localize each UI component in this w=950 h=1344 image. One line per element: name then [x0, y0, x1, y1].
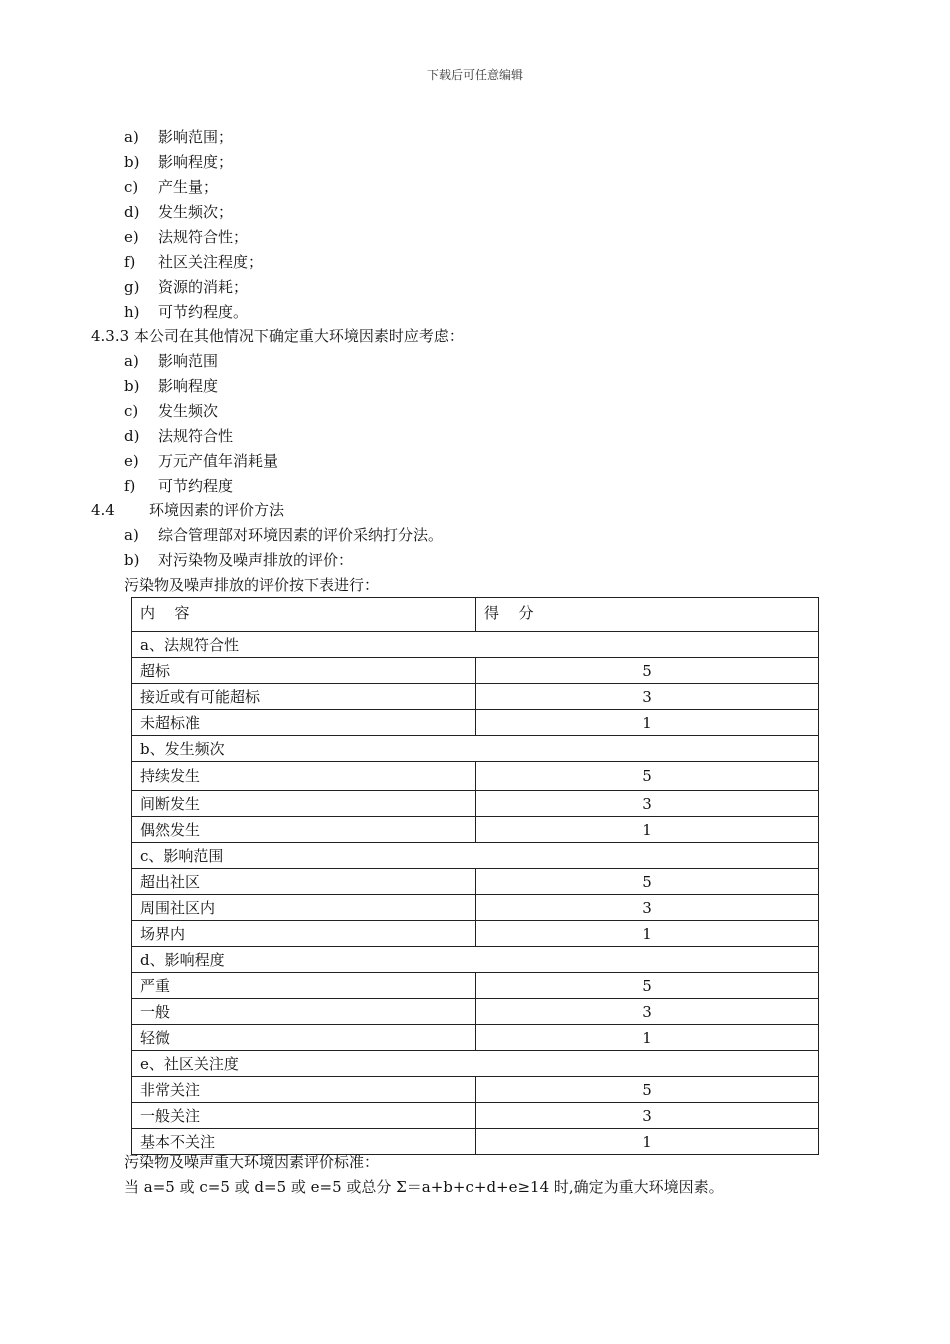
list-item-label: e) — [124, 228, 139, 246]
list-item — [124, 202, 233, 222]
table-row — [132, 762, 819, 791]
table-row — [132, 710, 819, 736]
list-item-text: 影响程度 — [158, 377, 219, 395]
score: 5 — [476, 1077, 819, 1103]
criterion: 基本不关注 — [132, 1129, 476, 1155]
list-item-text: 法规符合性； — [158, 228, 249, 246]
list-item-label: b) — [124, 377, 140, 395]
section-433-heading: 4.3.3 本公司在其他情况下确定重大环境因素时应考虑： — [91, 327, 464, 345]
score: 5 — [476, 658, 819, 684]
list-item-text: 法规符合性 — [158, 427, 234, 445]
list-item-text: 综合管理部对环境因素的评价采纳打分法。 — [158, 526, 444, 544]
table-section-row — [132, 1051, 819, 1077]
list-item-label: f) — [124, 253, 136, 271]
table-section-row — [132, 843, 819, 869]
header-score: 得 分 — [476, 598, 819, 632]
table-row — [132, 869, 819, 895]
list-item-text: 可节约程度。 — [158, 303, 249, 321]
criterion: 周围社区内 — [132, 895, 476, 921]
list-item-text: 影响程度； — [158, 153, 234, 171]
score: 5 — [476, 869, 819, 895]
criterion: 接近或有可能超标 — [132, 684, 476, 710]
table-section-row — [132, 736, 819, 762]
table-row — [132, 658, 819, 684]
table-row — [132, 1103, 819, 1129]
score: 1 — [476, 817, 819, 843]
table-row — [132, 684, 819, 710]
list-item-label: a) — [124, 526, 139, 544]
list-item-label: e) — [124, 452, 139, 470]
list-item-text: 资源的消耗； — [158, 278, 249, 296]
list-item-label: h) — [124, 303, 140, 321]
list-item-label: b) — [124, 153, 140, 171]
list-item-label: c) — [124, 178, 139, 196]
table-row — [132, 791, 819, 817]
section-title: a、法规符合性 — [132, 632, 819, 658]
table-row — [132, 817, 819, 843]
list-item-text: 发生频次； — [158, 203, 234, 221]
list-item-label: a) — [124, 352, 139, 370]
criteria-text: 当 a=5 或 c=5 或 d=5 或 e=5 或总分 Σ＝a+b+c+d+e≥14 时,确定为重大环境因素。 — [124, 1178, 724, 1196]
list-item — [124, 152, 233, 172]
table-row — [132, 921, 819, 947]
criterion: 一般关注 — [132, 1103, 476, 1129]
list-item-label: g) — [124, 278, 140, 296]
criterion: 偶然发生 — [132, 817, 476, 843]
list-item-label: d) — [124, 203, 140, 221]
score: 3 — [476, 999, 819, 1025]
list-item — [124, 177, 218, 197]
section-44-heading — [91, 500, 284, 520]
score: 5 — [476, 973, 819, 999]
list-item-text: 可节约程度 — [158, 477, 234, 495]
score: 3 — [476, 1103, 819, 1129]
criterion: 超标 — [132, 658, 476, 684]
list-item — [124, 401, 218, 421]
table-row — [132, 895, 819, 921]
table-header-row — [132, 598, 819, 632]
score: 5 — [476, 762, 819, 791]
list-item — [124, 351, 218, 371]
section-title: d、影响程度 — [132, 947, 819, 973]
score: 3 — [476, 791, 819, 817]
section-title: c、影响范围 — [132, 843, 819, 869]
list-item — [124, 426, 233, 446]
list-item-text: 影响范围； — [158, 128, 234, 146]
evaluation-table — [131, 597, 819, 1155]
list-item-text: 万元产值年消耗量 — [158, 452, 279, 470]
score: 3 — [476, 895, 819, 921]
table-row — [132, 1077, 819, 1103]
list-item-text: 产生量； — [158, 178, 219, 196]
header-note: 下载后可任意编辑 — [426, 68, 523, 82]
list-item-text: 影响范围 — [158, 352, 219, 370]
criterion: 持续发生 — [132, 762, 476, 791]
table-section-row — [132, 632, 819, 658]
criterion: 轻微 — [132, 1025, 476, 1051]
criterion: 间断发生 — [132, 791, 476, 817]
list-item — [124, 550, 353, 570]
table-intro: 污染物及噪声排放的评价按下表进行： — [124, 576, 380, 594]
list-item — [124, 451, 278, 471]
list-item-label: d) — [124, 427, 140, 445]
list-item — [124, 476, 233, 496]
criterion: 一般 — [132, 999, 476, 1025]
list-item-label: a) — [124, 128, 139, 146]
list-item — [124, 525, 443, 545]
table-row — [132, 1025, 819, 1051]
list-item — [124, 227, 248, 247]
table-row — [132, 999, 819, 1025]
score: 1 — [476, 1129, 819, 1155]
list-item-text: 社区关注程度； — [158, 253, 264, 271]
criterion: 场界内 — [132, 921, 476, 947]
list-item-text: 对污染物及噪声排放的评价： — [158, 551, 354, 569]
list-item — [124, 127, 233, 147]
list-item — [124, 277, 248, 297]
criterion: 超出社区 — [132, 869, 476, 895]
table-section-row — [132, 947, 819, 973]
list-item — [124, 376, 218, 396]
section-title: b、发生频次 — [132, 736, 819, 762]
list-item-label: c) — [124, 402, 139, 420]
table-row — [132, 1129, 819, 1155]
criterion: 未超标准 — [132, 710, 476, 736]
score: 1 — [476, 710, 819, 736]
header-content: 内 容 — [132, 598, 476, 632]
score: 1 — [476, 1025, 819, 1051]
section-title: e、社区关注度 — [132, 1051, 819, 1077]
table-row — [132, 973, 819, 999]
section-number: 4.4 — [91, 501, 115, 519]
list-item — [124, 252, 263, 272]
list-item-label: f) — [124, 477, 136, 495]
list-item-text: 发生频次 — [158, 402, 219, 420]
criterion: 严重 — [132, 973, 476, 999]
criterion: 非常关注 — [132, 1077, 476, 1103]
score: 3 — [476, 684, 819, 710]
score: 1 — [476, 921, 819, 947]
section-title: 环境因素的评价方法 — [149, 501, 285, 519]
list-item — [124, 302, 248, 322]
criteria-title: 污染物及噪声重大环境因素评价标准： — [124, 1153, 380, 1171]
list-item-label: b) — [124, 551, 140, 569]
